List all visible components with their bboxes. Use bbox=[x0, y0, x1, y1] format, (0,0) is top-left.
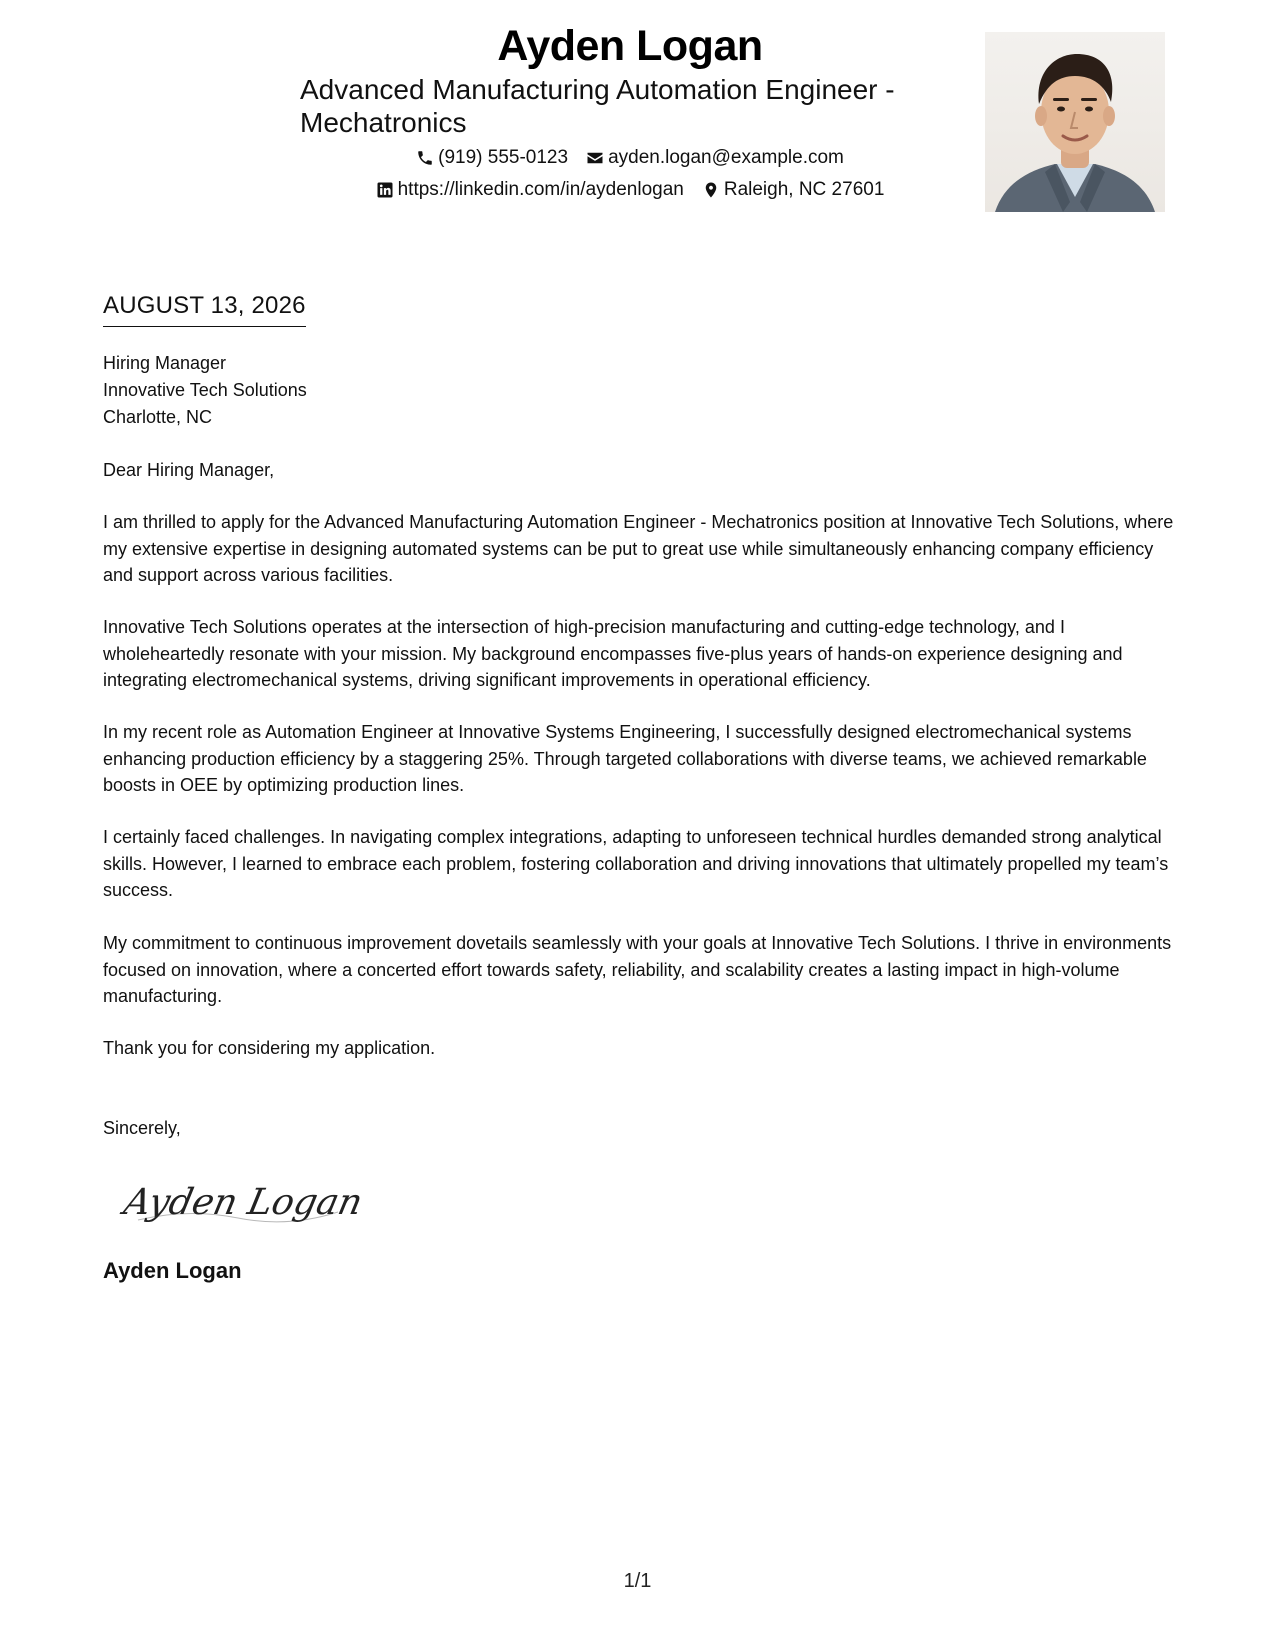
handwritten-signature bbox=[120, 1168, 367, 1238]
phone-icon bbox=[416, 149, 434, 167]
recipient-block bbox=[103, 350, 307, 431]
map-pin-icon bbox=[702, 181, 720, 199]
signature-text: Ayden Logan bbox=[120, 1180, 367, 1223]
applicant-name: Ayden Logan bbox=[497, 22, 763, 70]
location-text: Raleigh, NC 27601 bbox=[723, 179, 885, 200]
paragraph-5: My commitment to continuous improvement dovetails seamlessly with your goals at Innovative Tech Solutions. I thrive in environments focused on innovation, where a concerted effort towards safety, reliability, and scalability creates a lasting impact in high-volume manufacturing. bbox=[103, 933, 1172, 1006]
salutation: Dear Hiring Manager, bbox=[103, 460, 275, 480]
linkedin-text: https://linkedin.com/in/aydenlogan bbox=[397, 179, 684, 200]
contact-email[interactable] bbox=[586, 147, 844, 169]
phone-text: (919) 555-0123 bbox=[438, 147, 569, 168]
job-title: Advanced Manufacturing Automation Engineer - Mechatronics bbox=[300, 74, 895, 138]
envelope-icon bbox=[586, 149, 604, 167]
profile-photo bbox=[985, 32, 1165, 212]
contact-row-secondary bbox=[300, 179, 960, 201]
recipient-title: Hiring Manager bbox=[103, 353, 227, 373]
email-text: ayden.logan@example.com bbox=[608, 147, 844, 168]
signer-name: Ayden Logan bbox=[103, 1258, 242, 1283]
closing: Sincerely, bbox=[103, 1118, 181, 1138]
contact-row-primary bbox=[300, 147, 960, 169]
recipient-company: Innovative Tech Solutions bbox=[103, 380, 307, 400]
contact-location bbox=[702, 179, 885, 201]
recipient-location: Charlotte, NC bbox=[103, 407, 213, 427]
linkedin-icon bbox=[376, 181, 394, 199]
paragraph-4: I certainly faced challenges. In navigating complex integrations, adapting to unforeseen technical hurdles demanded strong analytical skills. However, I learned to embrace each problem, fostering collaboration and driving innovations that ultimately propelled my team’s success. bbox=[103, 827, 1169, 900]
contact-phone[interactable] bbox=[416, 147, 568, 169]
page-number: 1/1 bbox=[623, 1570, 652, 1592]
paragraph-6: Thank you for considering my application. bbox=[103, 1038, 436, 1058]
letter-date: AUGUST 13, 2026 bbox=[103, 292, 306, 327]
contact-linkedin[interactable] bbox=[376, 179, 684, 201]
paragraph-3: In my recent role as Automation Engineer at Innovative Systems Engineering, I successfully designed electromechanical systems enhancing production efficiency by a staggering 25%. Through targeted collaborations with diverse teams, we achieved remarkable boosts in OEE by optimizing production lines. bbox=[103, 722, 1147, 795]
paragraph-2: Innovative Tech Solutions operates at the intersection of high-precision manufacturing and cutting-edge technology, and I wholeheartedly resonate with your mission. My background encompasses five-plus years of hands-on experience designing and integrating electromechanical systems, driving significant improvements in operational efficiency. bbox=[103, 617, 1123, 690]
paragraph-1: I am thrilled to apply for the Advanced Manufacturing Automation Engineer - Mechatronics position at Innovative Tech Solutions, where my extensive expertise in designing automated systems can be put to great use while simultaneously enhancing company efficiency and support across various facilities. bbox=[103, 512, 1174, 585]
